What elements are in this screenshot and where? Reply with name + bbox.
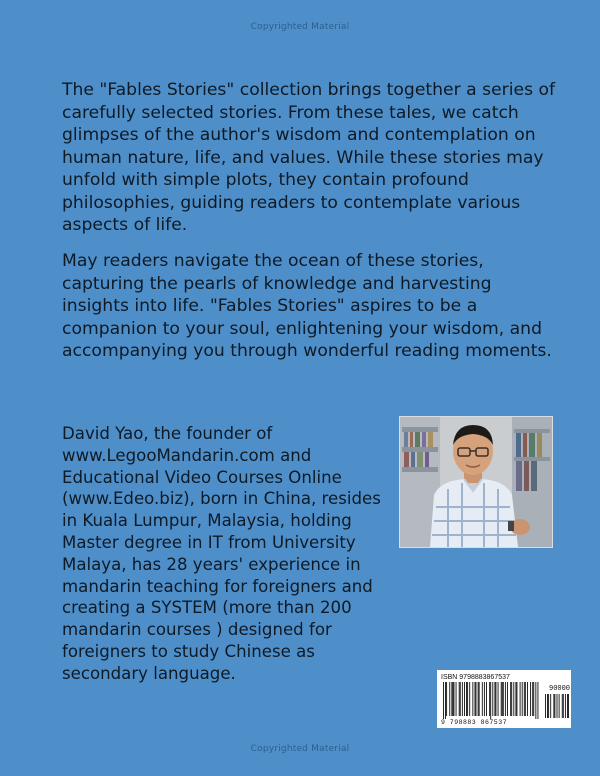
barcode-bar: [476, 682, 477, 716]
barcode-bar: [532, 682, 533, 716]
isbn-barcode: [437, 670, 571, 728]
barcode-bar: [517, 682, 518, 716]
barcode-bar: [472, 682, 473, 716]
barcode-bar: [464, 682, 465, 716]
barcode-bar: [486, 682, 487, 716]
barcode-addon-bar: [563, 694, 564, 718]
barcode-bar: [498, 682, 499, 716]
barcode-bar: [496, 682, 497, 716]
price-code: 90000: [549, 685, 571, 693]
barcode-bar: [460, 682, 461, 716]
barcode-bar: [466, 682, 467, 716]
barcode-bar: [503, 682, 504, 716]
author-photo: [399, 416, 553, 548]
barcode-bar: [446, 682, 447, 716]
barcode-bar: [494, 682, 495, 716]
barcode-addon-bar: [568, 694, 569, 718]
barcode-addon-bar: [545, 694, 546, 718]
barcode-addon-bar: [562, 694, 563, 718]
description-paragraph-1: The "Fables Stories" collection brings together a series of carefully selected stories. From these tales, we catch glimpses of the author's wisdom and contemplation on human nature, life, and values. While these stories may unfold with simple plots, they contain profound philosophies, guiding readers to contemplate various aspects of life.: [62, 80, 556, 235]
barcode-addon-bar: [567, 694, 568, 718]
barcode-bar: [510, 682, 511, 716]
barcode-addon-bar: [548, 694, 549, 718]
barcode-bar: [525, 682, 526, 716]
barcode-bar: [489, 682, 490, 716]
barcode-addon-bar: [553, 694, 554, 718]
barcode-addon-bar: [559, 694, 560, 718]
author-portrait-icon: [400, 417, 552, 547]
barcode-bar: [475, 682, 476, 716]
barcode-bar: [478, 682, 479, 716]
barcode-bar: [513, 682, 514, 716]
isbn-label: ISBN 9798883867537: [441, 674, 510, 681]
barcode-bar: [456, 682, 457, 716]
barcode-bar: [451, 682, 452, 716]
barcode-bar: [502, 682, 503, 716]
watermark-bottom: Copyrighted Material: [250, 744, 350, 754]
barcode-bar: [530, 682, 531, 716]
barcode-bar: [454, 682, 455, 716]
barcode-bar: [482, 682, 483, 716]
barcode-addon-bar: [550, 694, 551, 718]
barcode-bar: [515, 682, 516, 716]
barcode-bar: [479, 682, 480, 716]
barcode-bar: [490, 682, 491, 719]
barcode-addon-bar: [565, 694, 566, 718]
barcode-bar: [511, 682, 512, 716]
barcode-bar: [452, 682, 453, 716]
barcode-bar: [507, 682, 508, 716]
barcode-bar: [522, 682, 523, 716]
author-bio: David Yao, the founder of www.LegooMandarin.com and Educational Video Courses Online (www.Edeo.biz), born in China, resides in Kuala Lumpur, Malaysia, holding Master degree in IT from University Malaya, has 28 years' experience in mandarin teaching for foreigners and creating a SYSTEM (more than 200 mandarin courses ) designed for foreigners to study Chinese as secondary language.: [62, 424, 381, 683]
barcode-bar: [484, 682, 485, 716]
barcode-bar: [535, 682, 536, 719]
barcode-bar: [445, 682, 446, 719]
barcode-bar: [492, 682, 493, 716]
barcode-addon-bar: [547, 694, 548, 718]
barcode-bar: [538, 682, 539, 719]
barcode-bar: [527, 682, 528, 716]
barcode-bar: [459, 682, 460, 716]
barcode-bar: [467, 682, 468, 716]
barcode-addon-bar: [557, 694, 558, 718]
barcode-bar: [469, 682, 470, 716]
barcode-bar: [524, 682, 525, 716]
barcode-bar: [443, 682, 444, 719]
barcode-bar: [520, 682, 521, 716]
barcode-bar: [533, 682, 534, 716]
barcode-digits: 9 798883 867537: [441, 719, 508, 726]
barcode-bar: [501, 682, 502, 716]
barcode-bar: [462, 682, 463, 716]
barcode-bar: [505, 682, 506, 716]
description-paragraph-2: May readers navigate the ocean of these stories, capturing the pearls of knowledge and harvesting insights into life. "Fables Stories" aspires to be a companion to your soul, enlightening your wisdom, and accompanying you through wonderful reading moments.: [62, 251, 552, 361]
barcode-bar: [449, 682, 450, 716]
barcode-addon-bar: [554, 694, 555, 718]
watermark-top: Copyrighted Material: [250, 22, 350, 32]
